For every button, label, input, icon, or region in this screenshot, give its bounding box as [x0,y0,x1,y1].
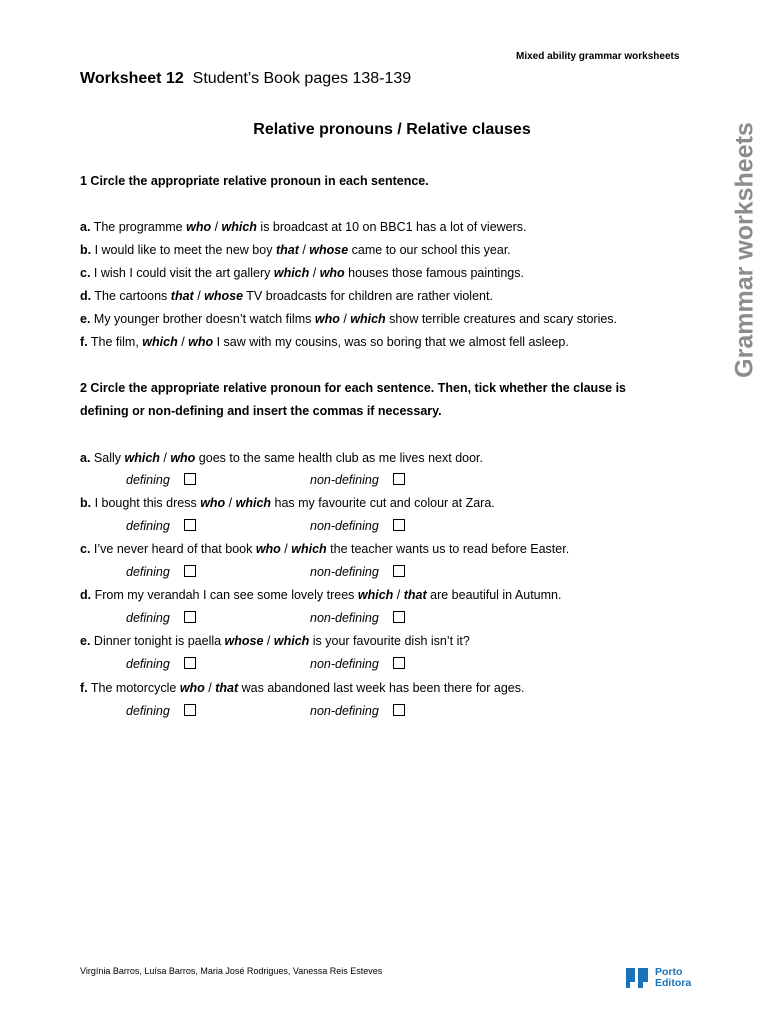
item-text-before: I wish I could visit the art gallery [90,266,274,280]
pronoun-option-2[interactable]: which [350,312,386,326]
side-label-text: Grammar worksheets [730,122,759,378]
item-text-before: Dinner tonight is paella [90,634,225,648]
item-text-after: came to our school this year. [348,243,511,257]
defining-label: defining [126,519,170,533]
publisher-name [655,967,691,989]
item-text-after: TV broadcasts for children are rather violent. [243,289,493,303]
item-label: e. [80,312,91,326]
publisher-logo [626,964,706,992]
clause-type-row [126,519,379,533]
pronoun-option-1[interactable]: whose [224,634,264,648]
pronoun-option-2[interactable]: which [235,496,272,510]
porto-editora-logo-icon [626,968,648,988]
clause-type-row [126,611,379,625]
pronoun-option-1[interactable]: which [124,451,160,465]
item-text-before: I bought this dress [91,496,201,510]
defining-checkbox[interactable] [184,519,196,531]
item-text-before: I would like to meet the new boy [91,243,276,257]
defining-checkbox[interactable] [184,657,196,669]
clause-type-row [126,473,379,487]
exercise2-instruction-line2: defining or non-defining and insert the commas if necessary. [80,404,442,418]
pronoun-option-1[interactable]: who [255,542,281,556]
defining-label: defining [126,611,170,625]
item-text-after: goes to the same health club as me lives next door. [195,451,483,465]
non-defining-checkbox[interactable] [393,704,405,716]
pronoun-option-1[interactable]: who [200,496,226,510]
item-text-before: The programme [90,220,187,234]
page-title: Relative pronouns / Relative clauses [253,121,531,138]
defining-label: defining [126,657,170,671]
exercise1-item-d: d. The cartoons that / whose TV broadcasts for children are rather violent. [80,289,493,303]
non-defining-label: non-defining [310,704,379,718]
exercise2-instruction-line1: 2 Circle the appropriate relative pronoun for each sentence. Then, tick whether the clause is [80,381,626,395]
exercise2-item-b: b. I bought this dress who / which has my favourite cut and colour at Zara. [80,496,495,510]
item-text-before: Sally [90,451,125,465]
exercise1-item-a: a. The programme who / which is broadcast at 10 on BBC1 has a lot of viewers. [80,220,527,234]
item-text-after: is your favourite dish isn’t it? [309,634,470,648]
item-label: f. [80,681,88,695]
pronoun-option-1[interactable]: that [170,289,194,303]
defining-checkbox[interactable] [184,565,196,577]
item-text-before: My younger brother doesn’t watch films [90,312,315,326]
exercise2-item-c: c. I’ve never heard of that book who / which the teacher wants us to read before Easter. [80,542,570,556]
item-label: c. [80,542,91,556]
item-text-after: I saw with my cousins, was so boring that we almost fell asleep. [213,335,569,349]
pronoun-option-1[interactable]: which [142,335,178,349]
item-text-after: is broadcast at 10 on BBC1 has a lot of viewers. [256,220,527,234]
pronoun-option-2[interactable]: whose [204,289,244,303]
item-label: c. [80,266,91,280]
defining-checkbox[interactable] [184,704,196,716]
item-text-after: houses those famous paintings. [344,266,524,280]
pronoun-option-2[interactable]: which [221,220,257,234]
non-defining-label: non-defining [310,611,379,625]
publisher-name-line1: Porto [655,966,683,978]
non-defining-checkbox[interactable] [393,565,405,577]
defining-checkbox[interactable] [184,611,196,623]
pronoun-option-2[interactable]: who [188,335,214,349]
pronoun-option-2[interactable]: which [273,634,310,648]
pronoun-option-1[interactable]: that [275,243,299,257]
non-defining-checkbox[interactable] [393,657,405,669]
item-text-before: The film, [87,335,143,349]
non-defining-checkbox[interactable] [393,519,405,531]
book-pages: Student’s Book pages 138-139 [192,70,412,87]
item-text-before: From my verandah I can see some lovely trees [91,588,358,602]
exercise2-item-e: e. Dinner tonight is paella whose / which is your favourite dish isn’t it? [80,634,470,648]
publisher-name-line2: Editora [655,977,692,989]
clause-type-row [126,657,379,671]
pronoun-option-2[interactable]: who [319,266,345,280]
pronoun-option-1[interactable]: who [186,220,212,234]
non-defining-checkbox[interactable] [393,611,405,623]
item-label: e. [80,634,91,648]
item-label: b. [80,496,92,510]
side-label [723,110,767,390]
defining-label: defining [126,473,170,487]
item-label: d. [80,289,92,303]
worksheet-title [80,70,411,88]
item-label: f. [80,335,88,349]
item-label: d. [80,588,92,602]
authors-credit: Virgínia Barros, Luísa Barros, Maria José Rodrigues, Vanessa Reis Esteves [80,966,383,976]
item-label: a. [80,451,91,465]
item-text-after: are beautiful in Autumn. [426,588,562,602]
non-defining-label: non-defining [310,519,379,533]
defining-label: defining [126,565,170,579]
item-text-before: The motorcycle [87,681,180,695]
non-defining-label: non-defining [310,473,379,487]
non-defining-label: non-defining [310,565,379,579]
exercise1-item-e: e. My younger brother doesn’t watch films who / which show terrible creatures and scary stories. [80,312,618,326]
worksheet-number: Worksheet 12 [80,70,184,87]
series-header: Mixed ability grammar worksheets [516,51,680,62]
non-defining-label: non-defining [310,657,379,671]
exercise2-item-d: d. From my verandah I can see some lovely trees which / that are beautiful in Autumn. [80,588,562,602]
clause-type-row [126,704,379,718]
defining-checkbox[interactable] [184,473,196,485]
exercise1-item-c: c. I wish I could visit the art gallery which / who houses those famous paintings. [80,266,524,280]
exercise1-item-b: b. I would like to meet the new boy that / whose came to our school this year. [80,243,511,257]
exercise1-instruction: 1 Circle the appropriate relative pronoun in each sentence. [80,174,429,188]
clause-type-row [126,565,379,579]
item-text-after: has my favourite cut and colour at Zara. [271,496,495,510]
exercise1-item-f: f. The film, which / who I saw with my cousins, was so boring that we almost fell asleep. [80,335,569,349]
item-text-before: The cartoons [91,289,171,303]
exercise2-item-f: f. The motorcycle who / that was abandoned last week has been there for ages. [80,681,525,695]
pronoun-option-2[interactable]: who [170,451,196,465]
item-text-after: was abandoned last week has been there for ages. [238,681,525,695]
pronoun-option-1[interactable]: who [314,312,340,326]
pronoun-option-1[interactable]: who [179,681,205,695]
non-defining-checkbox[interactable] [393,473,405,485]
pronoun-option-2[interactable]: which [291,542,327,556]
pronoun-option-2[interactable]: that [215,681,239,695]
exercise2-item-a: a. Sally which / who goes to the same health club as me lives next door. [80,451,483,465]
item-label: a. [80,220,91,234]
pronoun-option-2[interactable]: that [403,588,427,602]
defining-label: defining [126,704,170,718]
item-label: b. [80,243,92,257]
pronoun-option-1[interactable]: which [273,266,310,280]
pronoun-option-1[interactable]: which [357,588,394,602]
item-text-after: the teacher wants us to read before Easter. [326,542,570,556]
item-text-before: I’ve never heard of that book [90,542,256,556]
item-text-after: show terrible creatures and scary stories. [385,312,618,326]
pronoun-option-2[interactable]: whose [309,243,349,257]
